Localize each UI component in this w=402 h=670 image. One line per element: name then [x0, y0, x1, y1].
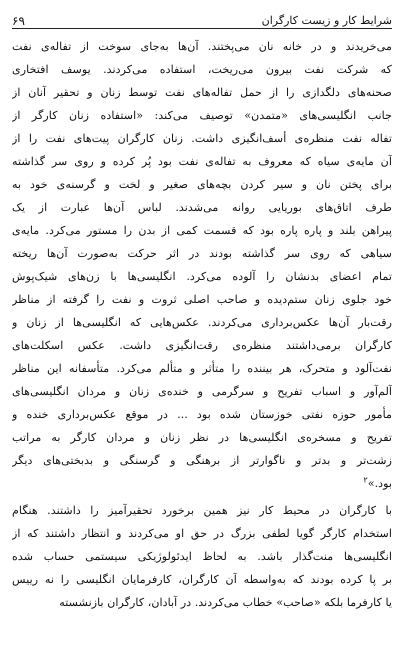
text-line — [12, 403, 392, 426]
text-line-content: تفاله نفت منظره‌ی أسف‌انگیزی داشت. زنان کارگران پیت‌های نفت را از — [12, 132, 392, 145]
text-line — [12, 568, 392, 591]
text-line-content: یا کارفرما بلکه «صاحب» خطاب می‌کردند. در آبادان، کارگران بازنشسته — [59, 596, 392, 609]
text-line-content: نفت‌آلود و متحرک، هر بیننده را متأثر و متألم می‌کرد. متأسفانه این مناظر — [12, 362, 392, 375]
text-line-content: با کارگران در محیط کار نیز همین برخورد تحقیرآمیز را داشتند. هنگام — [12, 504, 392, 517]
text-line — [12, 173, 392, 196]
text-line-content: سیاهی که روی سر گذاشته بودند در اثر حرکت به‌صورت آن‌ها ریخته — [12, 247, 392, 260]
text-line — [12, 104, 392, 127]
page-header — [12, 6, 392, 29]
text-line — [12, 58, 392, 81]
text-line — [12, 499, 392, 522]
text-line-content: انگلیسی‌ها منت‌گذار باشد. به لحاظ ایدئولوژیکی سیستمی حساب شده — [12, 550, 392, 563]
text-line-content: که شرکت نفت بیرون می‌ریخت، استفاده می‌کردند. یوسف افتخاری — [12, 63, 392, 76]
running-title: شرایط کار و زیست کارگران — [261, 14, 392, 27]
paragraph — [12, 499, 392, 614]
text-line — [12, 545, 392, 568]
text-line — [12, 265, 392, 288]
text-line — [12, 472, 392, 495]
footnote-reference[interactable]: ۲ — [363, 475, 368, 485]
body-text — [12, 35, 392, 614]
text-line — [12, 426, 392, 449]
text-line — [12, 242, 392, 265]
text-line — [12, 591, 392, 614]
text-line — [12, 334, 392, 357]
text-line-content: استخدام کارگر گویا لطفی بزرگ در حق او می‌کردند و انتظار داشتند که از — [12, 527, 392, 540]
text-line-content: صحنه‌های دلگدازی را از حمل تفاله‌های نفت توسط زنان و تحقیر آنان از — [12, 86, 392, 99]
text-line-content: مأمور حوزه نفتی خوزستان شده بود ... در موقع عکس‌برداری خنده و — [12, 408, 392, 421]
text-line — [12, 357, 392, 380]
text-line-content: زشت‌تر و بدتر و ناگوارتر از برهنگی و گرسنگی و بدبختی‌های دیگر — [12, 454, 392, 467]
text-line — [12, 219, 392, 242]
text-line — [12, 150, 392, 173]
text-line-content: می‌خریدند و در خانه نان می‌پختند. آن‌ها به‌جای سوخت از تفاله‌ی نفت — [12, 40, 392, 53]
text-line — [12, 35, 392, 58]
text-line — [12, 81, 392, 104]
text-line-content: بر پا کرده بودند که به‌واسطه آن کارگران، کارفرمایان انگلیسی را نه رییس — [12, 573, 392, 586]
text-line — [12, 311, 392, 334]
text-line — [12, 522, 392, 545]
text-line-content: آن مایه‌ی سیاه که معروف به تفاله‌ی نفت بود پُر کرده و روی سر گذاشته — [12, 155, 392, 168]
text-line-content: رقت‌بار آن‌ها عکس‌برداری می‌کردند. عکس‌هایی که انگلیسی‌ها از زنان و — [12, 316, 392, 329]
text-line-content: آلم‌آور و اسباب تفریح و سرگرمی و خنده‌ی زنان و مردان انگلیسی‌های — [12, 385, 392, 398]
paragraph — [12, 35, 392, 495]
text-line-content: تفریح و مسخره‌ی انگلیسی‌ها در نظر زنان و مردان کارگر به مراتب — [12, 431, 392, 444]
text-line — [12, 380, 392, 403]
text-line-content: کارگران برمی‌داشتند منظره‌ی رقت‌انگیزی داشت. عکس اسکلت‌های — [12, 339, 392, 352]
text-line — [12, 288, 392, 311]
text-line-content: برای پختن نان و سیر کردن بچه‌های صغیر و لخت و گرسنه‌ی خود به — [12, 178, 392, 191]
text-line-content: طرف اتاق‌های بوریایی روانه می‌شدند. لباس آن‌ها عبارت از یک — [12, 201, 392, 214]
text-line — [12, 196, 392, 219]
text-line-content: بود.» — [367, 477, 392, 490]
text-line-content: خود جلوی زنان ستم‌دیده و صاحب اصلی ثروت و نفت را گرفته از مناظر — [12, 293, 392, 306]
text-line — [12, 127, 392, 150]
text-line-content: تمام اعضای بدنشان را آلوده می‌کرد. انگلیسی‌ها با زن‌های شیک‌پوش — [12, 270, 392, 283]
text-line — [12, 449, 392, 472]
text-line-content: جانب انگلیسی‌های «متمدن» توصیف می‌کند: «استفاده زنان کارگر از — [12, 109, 392, 122]
text-line-content: پیراهن بلند و پاره پاره بود که قسمت کمی از بدن را مستور می‌کرد. مایه‌ی — [12, 224, 392, 237]
page-number: ۶۹ — [12, 14, 25, 28]
